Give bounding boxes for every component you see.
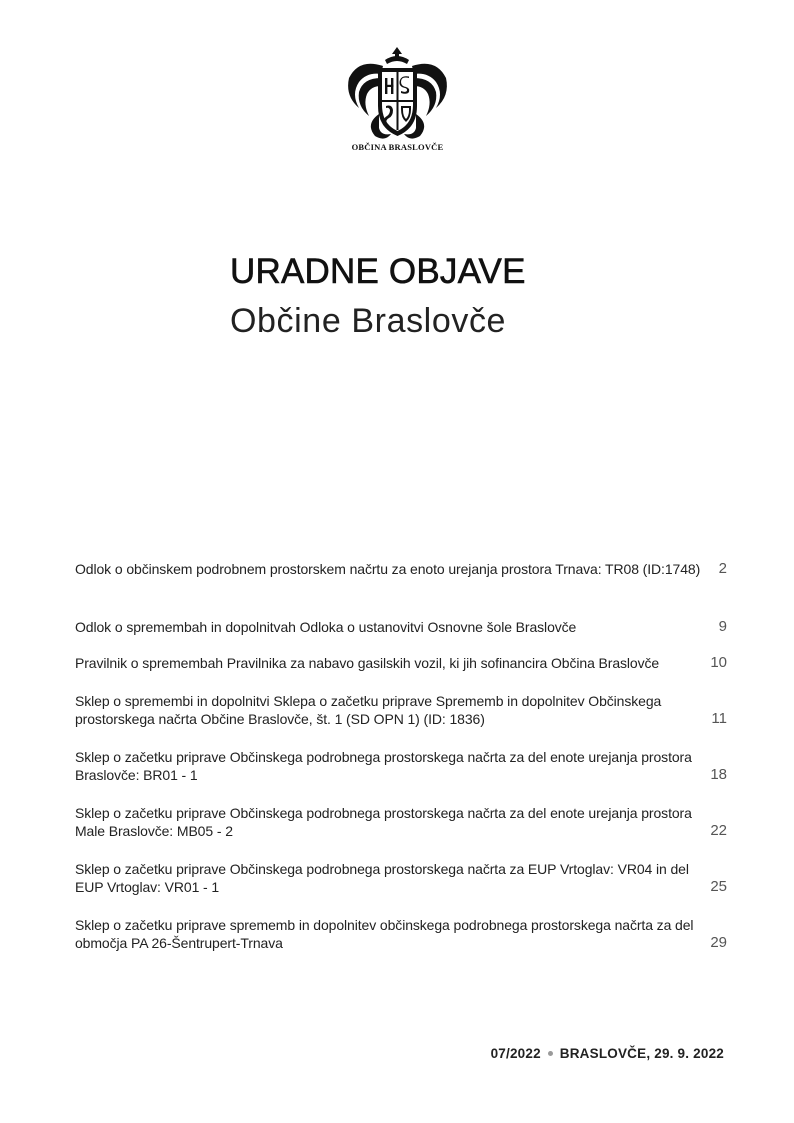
logo-caption: OBČINA BRASLOVČE xyxy=(351,142,444,152)
toc-entry-title: Sklep o začetku priprave Občinskega podrobnega prostorskega načrta za del enote urejanja prostora Male Braslovče: MB05 - 2 xyxy=(75,805,692,839)
toc-entry[interactable] xyxy=(75,618,727,636)
page-subtitle: Občine Braslovče xyxy=(230,302,507,340)
toc-entry-title: Sklep o začetku priprave sprememb in dopolnitev občinskega podrobnega prostorskega načrta za del območja PA 26-Šentrupert-Trnava xyxy=(75,917,694,951)
issue-place-date: BRASLOVČE, 29. 9. 2022 xyxy=(559,1046,724,1061)
toc-entry-page: 22 xyxy=(710,822,727,839)
toc-entry[interactable] xyxy=(75,692,727,728)
toc-entry-page: 29 xyxy=(710,934,727,951)
toc-entry-page: 10 xyxy=(710,654,727,671)
toc-entry[interactable] xyxy=(75,804,727,840)
toc-entry[interactable] xyxy=(75,916,727,952)
page-title: URADNE OBJAVE xyxy=(230,252,526,291)
issue-number: 07/2022 xyxy=(490,1046,541,1061)
toc-entry-title: Sklep o začetku priprave Občinskega podrobnega prostorskega načrta za del enote urejanja prostora Braslovče: BR01 - 1 xyxy=(75,749,692,783)
toc-entry-title: Sklep o spremembi in dopolnitvi Sklepa o začetku priprave Sprememb in dopolnitev Občinskega prostorskega načrta Občine Braslovče, št. 1 (SD OPN 1) (ID: 1836) xyxy=(75,693,662,727)
toc-entry[interactable] xyxy=(75,654,727,672)
toc-entry[interactable] xyxy=(75,560,727,578)
toc-entry-page: 2 xyxy=(718,560,727,577)
toc-entry[interactable] xyxy=(75,860,727,896)
toc-entry-title: Sklep o začetku priprave Občinskega podrobnega prostorskega načrta za EUP Vrtoglav: VR04 in del EUP Vrtoglav: VR01 - 1 xyxy=(75,861,689,895)
toc-entry[interactable] xyxy=(75,748,727,784)
issue-footer xyxy=(491,1046,724,1061)
toc-entry-page: 25 xyxy=(710,878,727,895)
toc-entry-page: 18 xyxy=(710,766,727,783)
municipality-crest-icon xyxy=(345,44,450,144)
toc-entry-page: 9 xyxy=(718,618,727,635)
toc-entry-title: Odlok o spremembah in dopolnitvah Odloka o ustanovitvi Osnovne šole Braslovče xyxy=(75,619,577,635)
toc-entry-page: 11 xyxy=(711,710,727,727)
toc-entry-title: Odlok o občinskem podrobnem prostorskem načrtu za enoto urejanja prostora Trnava: TR08 (ID:1748) xyxy=(75,561,701,577)
bullet-separator-icon xyxy=(548,1051,553,1056)
toc-entry-title: Pravilnik o spremembah Pravilnika za nabavo gasilskih vozil, ki jih sofinancira Občina Braslovče xyxy=(75,655,660,671)
